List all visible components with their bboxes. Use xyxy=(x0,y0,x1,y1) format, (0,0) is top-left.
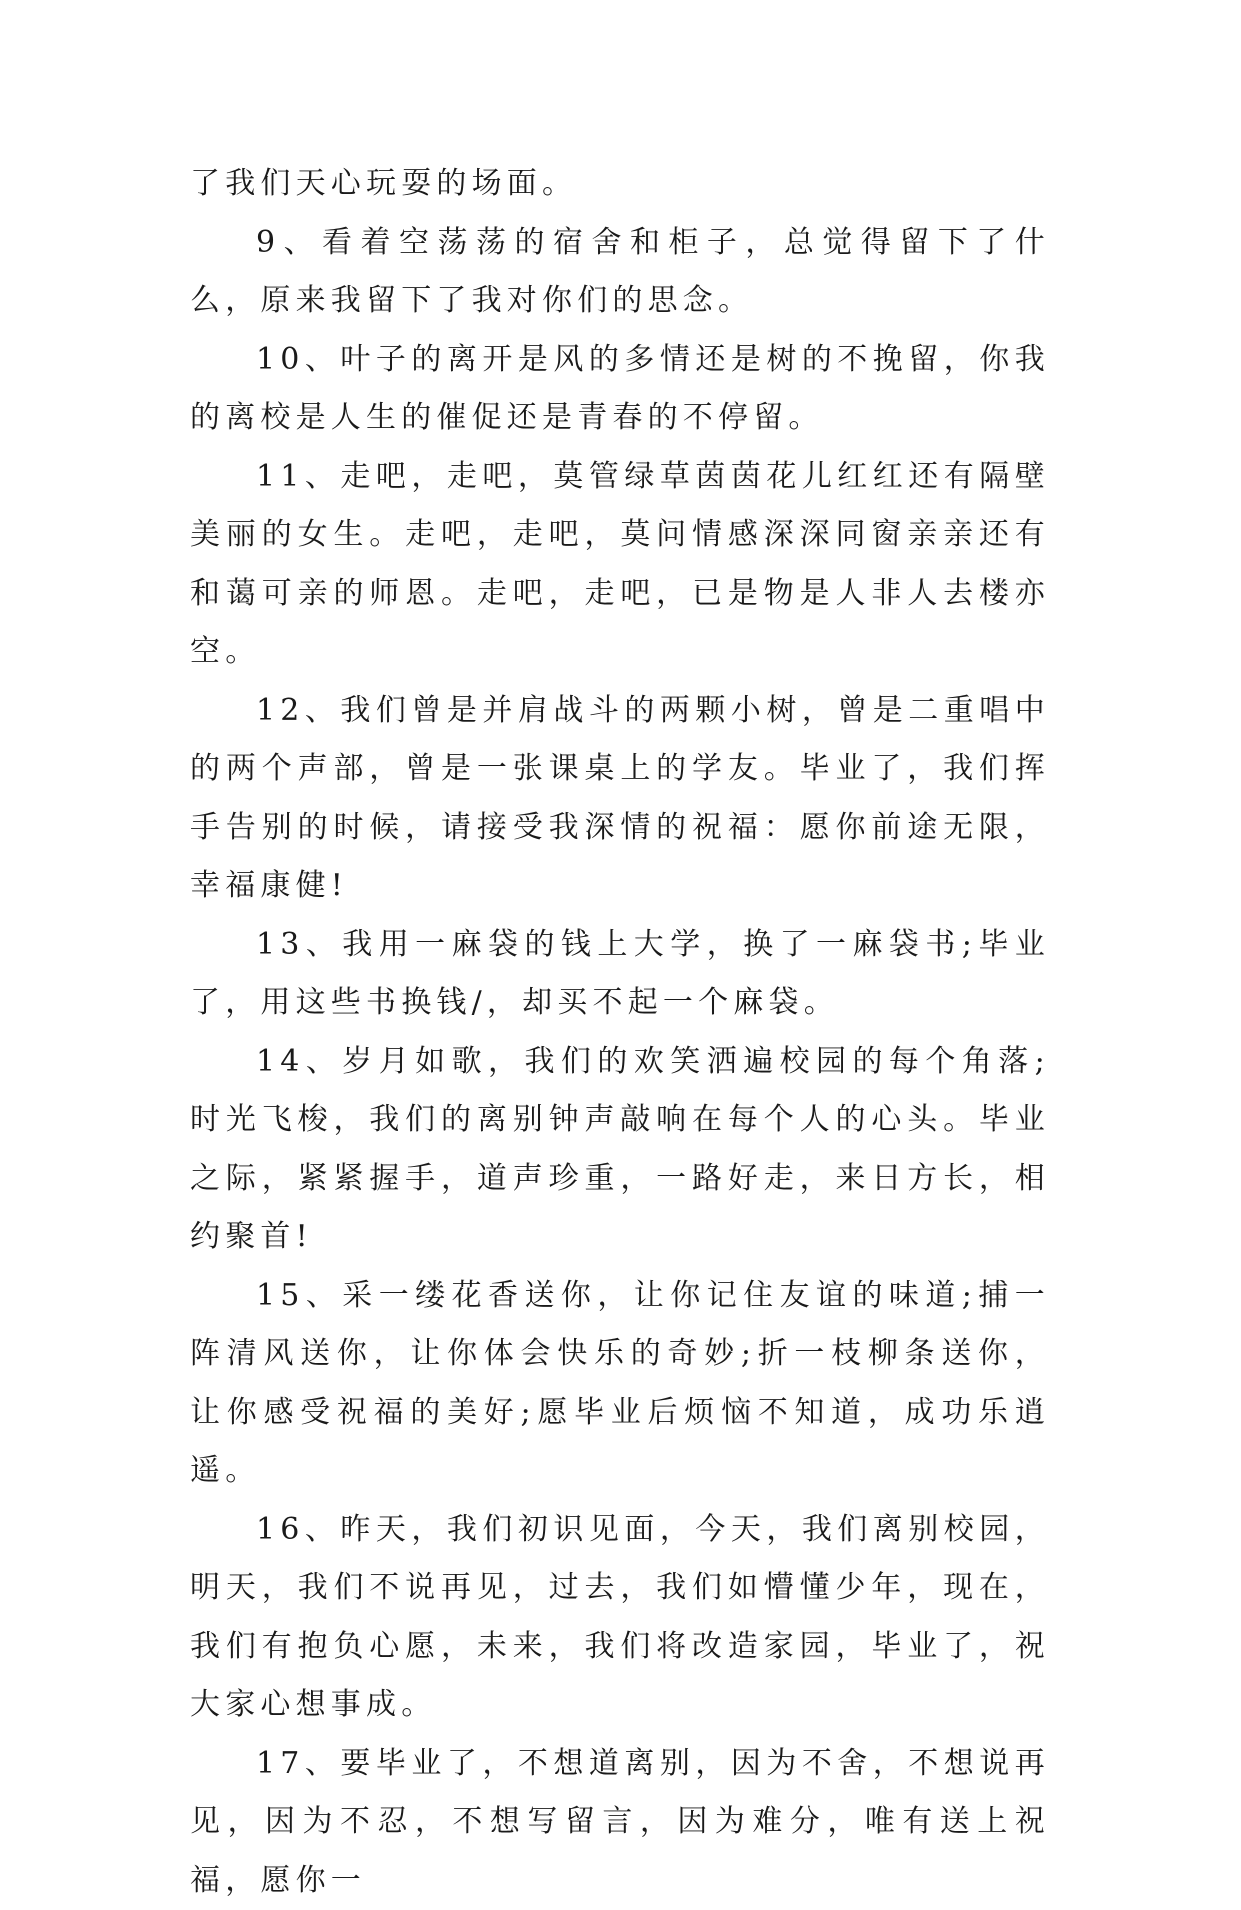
paragraph: 13、我用一麻袋的钱上大学，换了一麻袋书;毕业了，用这些书换钱/，却买不起一个麻袋。 xyxy=(190,916,1050,1033)
paragraph: 11、走吧，走吧，莫管绿草茵茵花儿红红还有隔壁美丽的女生。走吧，走吧，莫问情感深深同窗亲亲还有和蔼可亲的师恩。走吧，走吧，已是物是人非人去楼亦空。 xyxy=(190,448,1050,682)
paragraph: 9、看着空荡荡的宿舍和柜子，总觉得留下了什么，原来我留下了我对你们的思念。 xyxy=(190,214,1050,331)
paragraph: 10、叶子的离开是风的多情还是树的不挽留，你我的离校是人生的催促还是青春的不停留。 xyxy=(190,331,1050,448)
document-body xyxy=(190,155,1050,1910)
paragraph: 了我们天心玩耍的场面。 xyxy=(190,155,1050,214)
paragraph: 15、采一缕花香送你，让你记住友谊的味道;捕一阵清风送你，让你体会快乐的奇妙;折一枝柳条送你，让你感受祝福的美好;愿毕业后烦恼不知道，成功乐逍遥。 xyxy=(190,1267,1050,1501)
paragraph: 12、我们曾是并肩战斗的两颗小树，曾是二重唱中的两个声部，曾是一张课桌上的学友。毕业了，我们挥手告别的时候，请接受我深情的祝福：愿你前途无限，幸福康健! xyxy=(190,682,1050,916)
paragraph: 16、昨天，我们初识见面，今天，我们离别校园，明天，我们不说再见，过去，我们如懵懂少年，现在，我们有抱负心愿，未来，我们将改造家园，毕业了，祝大家心想事成。 xyxy=(190,1501,1050,1735)
paragraph: 14、岁月如歌，我们的欢笑洒遍校园的每个角落;时光飞梭，我们的离别钟声敲响在每个人的心头。毕业之际，紧紧握手，道声珍重，一路好走，来日方长，相约聚首! xyxy=(190,1033,1050,1267)
paragraph: 17、要毕业了，不想道离别，因为不舍，不想说再见，因为不忍，不想写留言，因为难分，唯有送上祝福，愿你一 xyxy=(190,1735,1050,1910)
